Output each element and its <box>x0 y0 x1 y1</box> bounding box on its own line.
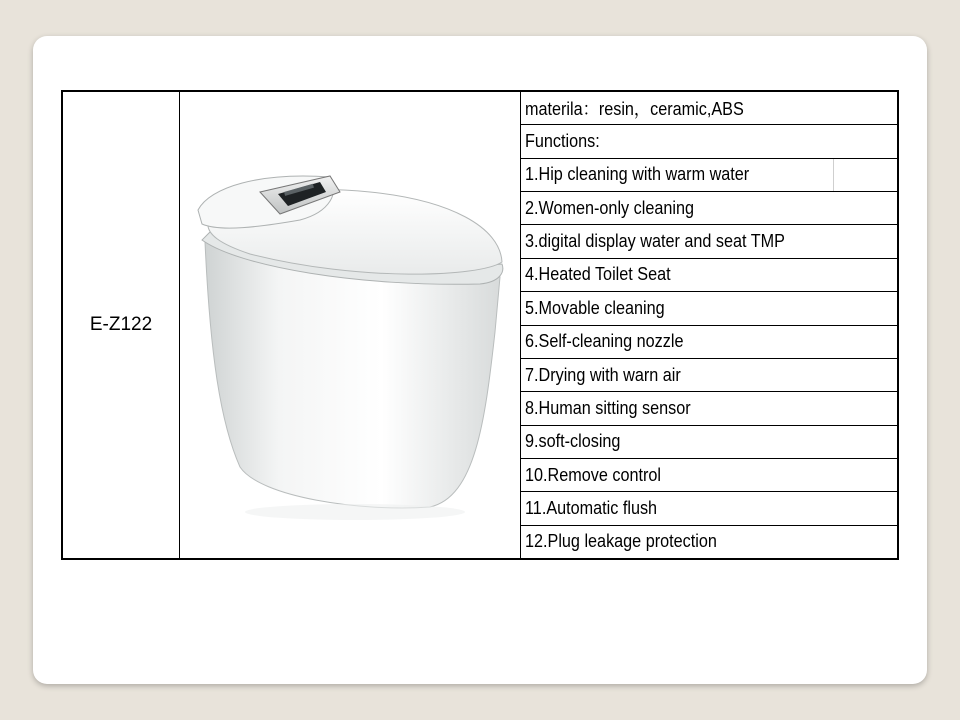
feature-functions-heading: Functions: <box>521 125 897 158</box>
feature-item: 10.Remove control <box>521 459 897 492</box>
product-image-cell <box>180 92 521 558</box>
feature-material: materila：resin，ceramic,ABS <box>521 92 897 125</box>
feature-item: 8.Human sitting sensor <box>521 392 897 425</box>
smart-toilet-image <box>180 92 519 558</box>
feature-item: 9.soft-closing <box>521 426 897 459</box>
feature-item: 2.Women-only cleaning <box>521 192 897 225</box>
model-number: E-Z122 <box>89 314 153 335</box>
feature-item: 5.Movable cleaning <box>521 292 897 325</box>
feature-item: 4.Heated Toilet Seat <box>521 259 897 292</box>
feature-item: 3.digital display water and seat TMP <box>521 225 897 258</box>
feature-item: 6.Self-cleaning nozzle <box>521 326 897 359</box>
feature-item: 7.Drying with warn air <box>521 359 897 392</box>
feature-item: 12.Plug leakage protection <box>525 531 717 552</box>
model-cell <box>63 92 180 558</box>
feature-item: 1.Hip cleaning with warm water <box>521 159 897 192</box>
spec-table <box>61 90 899 560</box>
cell-divider <box>833 159 834 191</box>
features-list <box>521 92 897 558</box>
feature-item: 11.Automatic flush <box>521 492 897 525</box>
